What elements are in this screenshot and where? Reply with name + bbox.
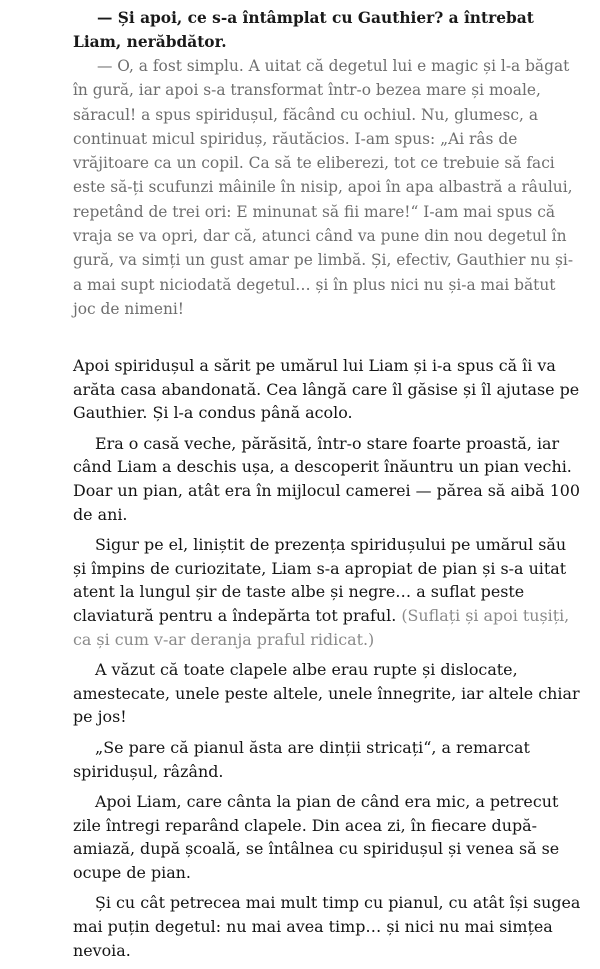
dialogue-block-dark (73, 6, 577, 54)
reader-instruction-note: (Suflați și apoi tușiți, ca și cum v-ar deranja praful ridicat.) (73, 605, 570, 649)
paragraph-3 (73, 533, 581, 651)
paragraph-1: Apoi spiridușul a sărit pe umărul lui Liam și i-a spus că îi va arăta casa abandonată. Cea lângă care îl găsise și îl ajutase pe Gauthier. Și l-a condus până acolo. (73, 356, 580, 423)
dialogue-question: — Și apoi, ce s-a întâmplat cu Gauthier? a întrebat Liam, nerăbdător. (73, 9, 534, 52)
paragraph-6: Apoi Liam, care cânta la pian de când era mic, a petrecut zile întregi reparând clapele. Din acea zi, în fiecare după-amiază, după școală, se întâlnea cu spiridușul și venea să se ocupe de pian. (73, 792, 560, 882)
paragraph-2: Era o casă veche, părăsită, într-o stare foarte proastă, iar când Liam a deschis ușa, a descoperit înăuntru un pian vechi. Doar un pian, atât era în mijlocul camerei — părea să aibă 100 de ani. (73, 433, 581, 524)
paragraph-4: A văzut că toate clapele albe erau rupte și dislocate, amestecate, unele peste altele, unele înnegrite, iar altele chiar pe jos! (73, 660, 580, 727)
dialogue-block-grey (73, 54, 577, 321)
paragraph-5: „Se pare că pianul ăsta are dinții stricați“, a remarcat spiridușul, râzând. (73, 737, 530, 781)
paragraph-7: Și cu cât petrecea mai mult timp cu pianul, cu atât își sugea mai puțin degetul: nu mai avea timp… și nici nu mai simțea nevoia. (73, 893, 581, 960)
story-text (73, 354, 581, 969)
paragraph-3-text: Sigur pe el, liniștit de prezența spiridușului pe umărul său și împins de curiozitate, Liam s-a apropiat de pian și s-a uitat atent la lungul șir de taste albe și negre… a suflat peste claviatură pentru a îndepărta tot praful. (73, 535, 567, 625)
dialogue-answer: — O, a fost simplu. A uitat că degetul lui e magic și l-a băgat în gură, iar apoi s-a transformat într-o bezea mare și moale, săracul! a spus spiridușul, făcând cu ochiul. Nu, glumesc, a continuat micul spiriduș, răutăcios. I-am spus: „Ai râs de vrăjitoare ca un copil. Ca să te eliberezi, tot ce trebuie să faci este să-ți scufunzi mâinile în nisip, apoi în apa albastră a râului, repetând de trei ori: E minunat să fii mare!“ I-am mai spus că vraja se va opri, dar că, atunci când va pune din nou degetul în gură, va simți un gust amar pe limbă. Și, efectiv, Gauthier nu și-a mai supt niciodată degetul… și în plus nici nu și-a mai bătut joc de nimeni! (73, 57, 574, 318)
